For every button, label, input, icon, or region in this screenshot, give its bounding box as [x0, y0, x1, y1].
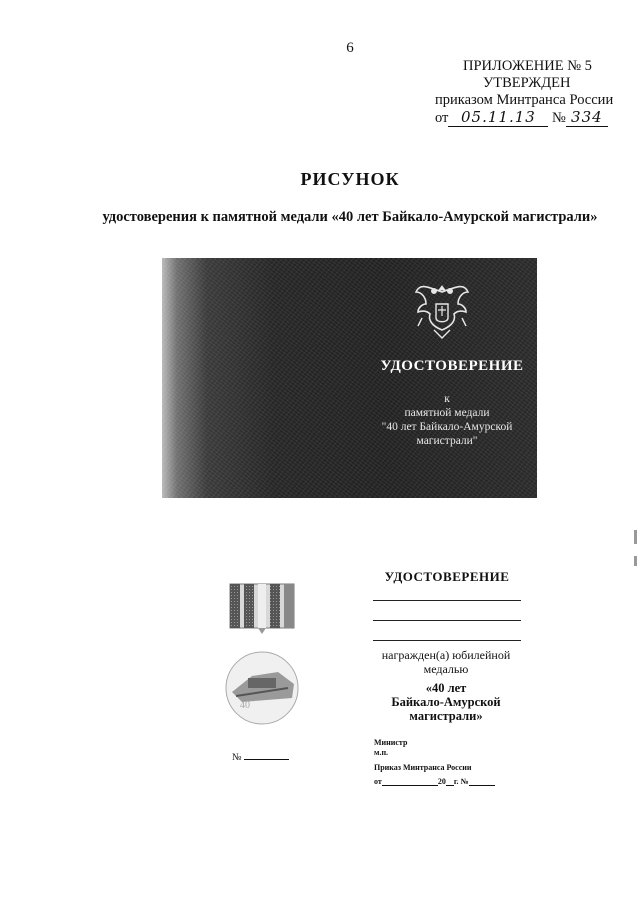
awarded-line-1: награжден(а) юбилейной — [381, 648, 511, 662]
medal-name-line-3: магистрали» — [409, 709, 483, 723]
medal-name — [366, 681, 526, 723]
awarded-text — [366, 648, 526, 676]
order-date-blank — [382, 776, 438, 786]
approval-order: приказом Минтранса России — [435, 92, 614, 108]
approval-from-label: от — [435, 110, 449, 126]
medal-name-line-2: Байкало-Амурской — [391, 695, 501, 709]
certificate-number-label: № — [232, 752, 242, 763]
order-year: 20 — [437, 777, 446, 786]
svg-text:40: 40 — [240, 700, 250, 711]
order-from-label: от — [374, 777, 382, 786]
document-title: РИСУНОК — [300, 169, 400, 189]
blank-line-1 — [373, 600, 521, 601]
approval-date-line — [400, 109, 630, 127]
blank-line-2 — [373, 620, 521, 621]
awarded-line-2: медалью — [423, 662, 469, 676]
scan-edge-mark — [634, 530, 637, 544]
order-number-label: г. № — [453, 777, 469, 786]
blank-line-3 — [373, 640, 521, 641]
approval-number-label: № — [552, 110, 566, 126]
inner-certificate-title: УДОСТОВЕРЕНИЕ — [384, 569, 510, 584]
order-number-blank — [469, 776, 495, 786]
approval-approved: УТВЕРЖДЕН — [483, 75, 571, 91]
cover-title: УДОСТОВЕРЕНИЕ — [380, 358, 524, 374]
seal-place-label: м.п. — [374, 748, 389, 757]
approval-number: 334 — [566, 109, 608, 127]
certificate-number-line — [232, 752, 289, 763]
approval-date: 05.11.13 — [448, 109, 548, 127]
cover-line-2: памятной медали — [404, 407, 490, 419]
page-number: 6 — [346, 40, 354, 56]
scan-edge-mark — [634, 556, 637, 566]
approval-appendix: ПРИЛОЖЕНИЕ № 5 — [463, 58, 592, 74]
order-label: Приказ Минтранса России — [374, 763, 472, 772]
certificate-number-blank — [244, 759, 289, 760]
double-headed-eagle-icon — [412, 278, 472, 342]
approval-block — [400, 58, 630, 127]
order-date-line — [374, 776, 495, 786]
minister-label: Министр — [374, 738, 408, 747]
document-subtitle: удостоверения к памятной медали «40 лет Байкало-Амурской магистрали» — [102, 209, 598, 225]
cover-line-1: к — [444, 393, 450, 405]
order-year-blank — [446, 776, 454, 786]
certificate-cover — [162, 258, 537, 498]
cover-line-3: "40 лет Байкало-Амурской — [381, 421, 513, 433]
medal-name-line-1: «40 лет — [425, 681, 467, 695]
medal-image — [222, 580, 302, 730]
cover-line-4: магистрали" — [416, 435, 478, 447]
